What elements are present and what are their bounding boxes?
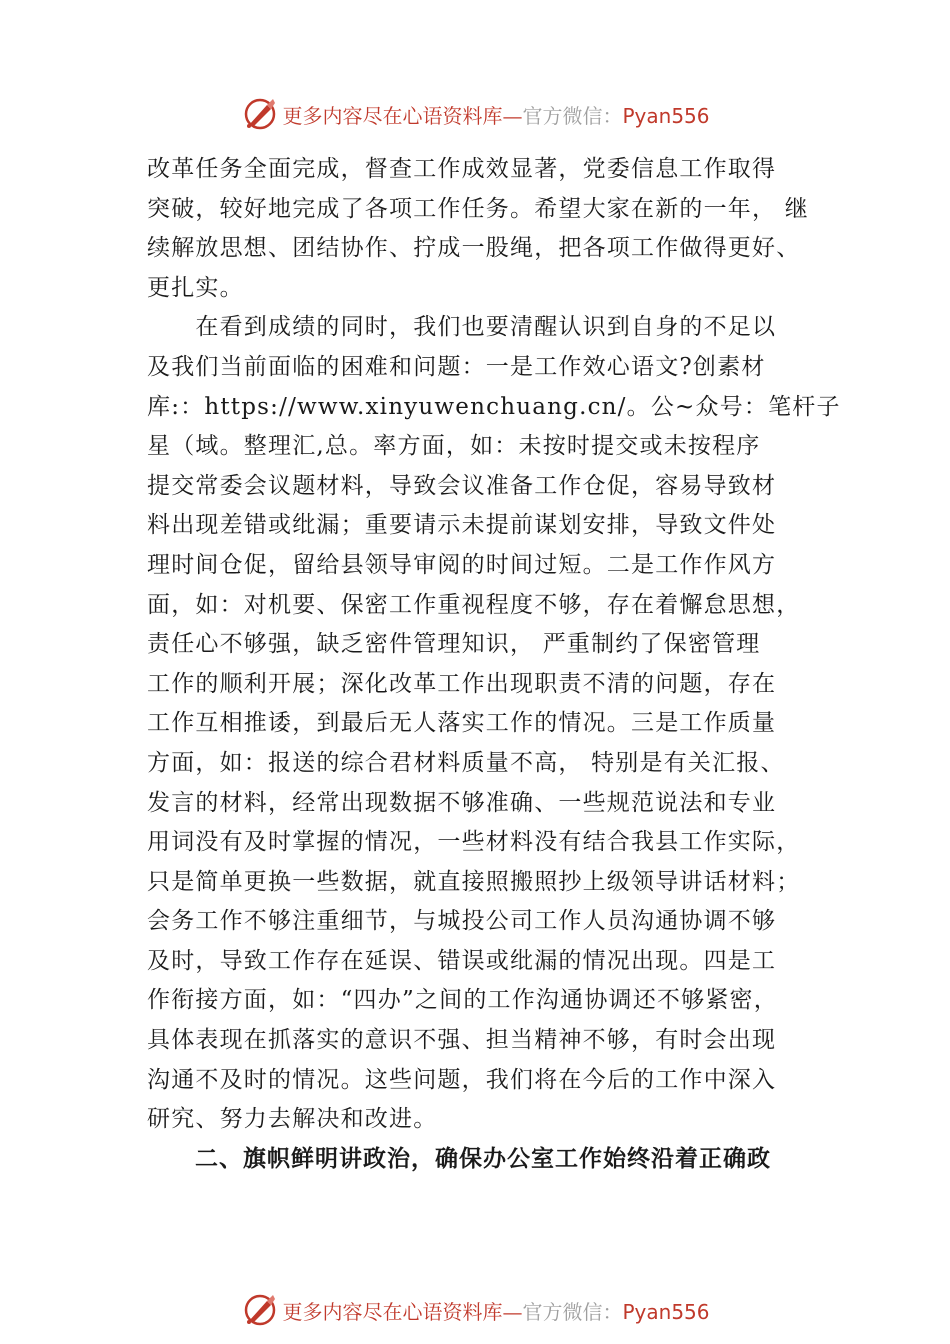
header-banner [0, 94, 950, 134]
body-text-line: 工作互相推诿，到最后无人落实工作的情况。三是工作质量 [147, 710, 777, 737]
body-text-line: 续解放思想、团结协作、拧成一股绳，把各项工作做得更好、 [147, 235, 801, 262]
body-text-line: 及我们当前面临的困难和问题：一是工作效心语文?创素材 [147, 353, 766, 380]
body-text-line: 提交常委会议题材料，导致会议准备工作仓促，容易导致材 [147, 472, 777, 499]
document-body [147, 150, 841, 1179]
banner-wechat-id: Pyan556 [622, 1299, 710, 1324]
body-text-line: 库:：https://www.xinyuwenchuang.cn/。公~众号：笔杆子 [147, 393, 841, 420]
body-text-line: 沟通不及时的情况。这些问题，我们将在今后的工作中深入 [147, 1066, 777, 1093]
banner-main-text: 更多内容尽在心语资料库 [282, 103, 503, 128]
body-text-line: 面，如：对机要、保密工作重视程度不够，存在着懈怠思想， [147, 591, 801, 618]
body-text-line: 工作的顺利开展；深化改革工作出现职责不清的问题，存在 [147, 670, 777, 697]
body-text-line: 作衔接方面，如：“四办”之间的工作沟通协调还不够紧密， [147, 987, 778, 1014]
pen-logo-icon [240, 1290, 280, 1330]
banner-separator: — [502, 1299, 523, 1324]
banner-separator: — [502, 103, 523, 128]
body-text-line: 更扎实。 [147, 274, 244, 301]
banner-wechat-label: 官方微信： [522, 103, 623, 128]
body-text-line: 会务工作不够注重细节，与城投公司工作人员沟通协调不够 [147, 908, 777, 935]
body-text-line: 用词没有及时掌握的情况，一些材料没有结合我县工作实际， [147, 829, 801, 856]
body-text-line: 料出现差错或纰漏；重要请示未提前谋划安排，导致文件处 [147, 512, 777, 539]
body-text-line: 改革任务全面完成，督查工作成效显著，党委信息工作取得 [147, 156, 777, 182]
banner-wechat-label: 官方微信： [522, 1299, 623, 1324]
body-text-line: 只是简单更换一些数据，就直接照搬照抄上级领导讲话材料； [147, 868, 801, 895]
banner-wechat-id: Pyan556 [622, 103, 710, 128]
section-heading: 二、旗帜鲜明讲政治，确保办公室工作始终沿着正确政 [147, 1145, 771, 1172]
body-text-line: 研究、努力去解决和改进。 [147, 1106, 438, 1133]
body-text-line: 方面，如：报送的综合君材料质量不高， 特别是有关汇报、 [147, 749, 785, 776]
body-text-line: 突破，较好地完成了各项工作任务。希望大家在新的一年， 继 [147, 195, 809, 222]
footer-banner [0, 1290, 950, 1330]
pen-logo-icon [240, 94, 280, 134]
body-text-line: 及时，导致工作存在延误、错误或纰漏的情况出现。四是工 [147, 947, 777, 974]
body-text-line: 责任心不够强，缺乏密件管理知识， 严重制约了保密管理 [147, 631, 761, 658]
banner-main-text: 更多内容尽在心语资料库 [282, 1299, 503, 1324]
body-text-line: 在看到成绩的同时，我们也要清醒认识到自身的不足以 [147, 314, 777, 341]
body-text-line: 理时间仓促，留给县领导审阅的时间过短。二是工作作风方 [147, 551, 777, 578]
body-text-line: 发言的材料，经常出现数据不够准确、一些规范说法和专业 [147, 789, 777, 816]
body-text-line: 星（域。整理汇,总。率方面，如：未按时提交或未按程序 [147, 433, 761, 460]
body-text-line: 具体表现在抓落实的意识不强、担当精神不够，有时会出现 [147, 1027, 777, 1054]
